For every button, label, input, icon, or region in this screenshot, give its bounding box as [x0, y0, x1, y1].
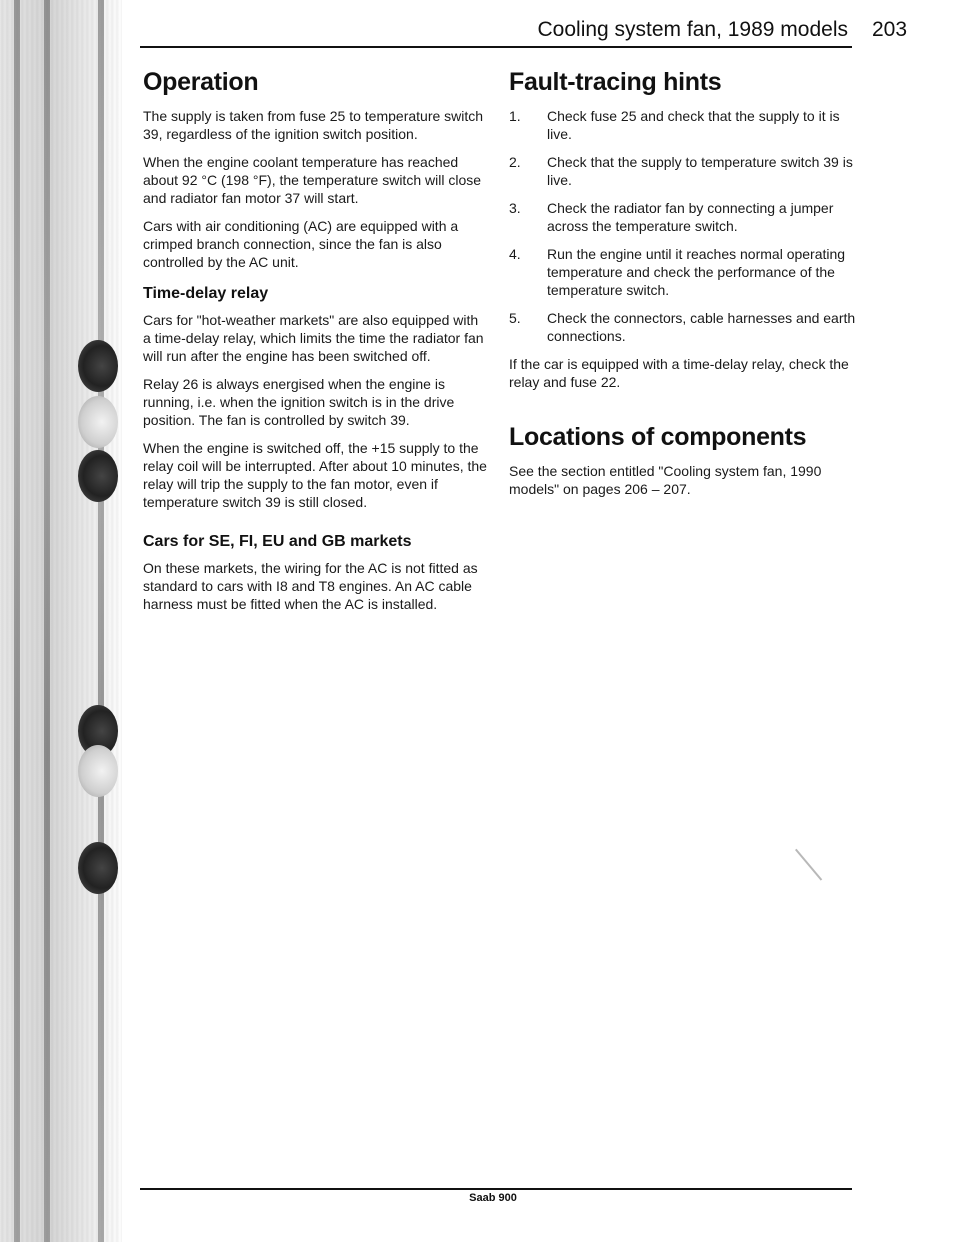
paragraph: When the engine is switched off, the +15 supply to the relay coil will be interrupted. After about 10 minutes, the relay will trip the supply to the fan motor, even if temperature switch 39 is still closed.: [143, 440, 487, 510]
fault-tracing-list: [509, 107, 859, 345]
list-item-text: Check fuse 25 and check that the supply to it is live.: [547, 108, 840, 142]
time-delay-relay-heading: Time-delay relay: [143, 285, 269, 302]
list-item: [509, 309, 859, 345]
operation-heading: Operation: [143, 68, 259, 96]
header-rule: [140, 46, 852, 48]
footer-rule: [140, 1188, 852, 1190]
binder-hole: [78, 450, 118, 502]
binder-hole: [78, 745, 118, 797]
paragraph: On these markets, the wiring for the AC is not fitted as standard to cars with I8 and T8 engines. An AC cable harness must be fitted when the AC is installed.: [143, 560, 478, 612]
list-item-number: 5.: [509, 310, 521, 326]
binding-stripe: [98, 0, 104, 1242]
paragraph: Cars for "hot-weather markets" are also equipped with a time-delay relay, which limits the time the radiator fan will run after the engine has been switched off.: [143, 312, 484, 364]
fault-tracing-heading: Fault-tracing hints: [509, 68, 722, 96]
markets-heading: Cars for SE, FI, EU and GB markets: [143, 533, 412, 550]
paragraph: Relay 26 is always energised when the engine is running, i.e. when the ignition switch is in the drive position. The fan is controlled by switch 39.: [143, 376, 455, 428]
paragraph: When the engine coolant temperature has reached about 92 °C (198 °F), the temperature switch will close and radiator fan motor 37 will start.: [143, 154, 482, 206]
fault-tracing-section: [509, 68, 859, 391]
running-header-title: Cooling system fan, 1989 models: [537, 18, 848, 41]
binder-hole: [78, 842, 118, 894]
list-item-number: 1.: [509, 108, 521, 124]
paragraph: The supply is taken from fuse 25 to temperature switch 39, regardless of the ignition switch position.: [143, 108, 484, 142]
binder-hole: [78, 396, 118, 448]
paragraph: Cars with air conditioning (AC) are equipped with a crimped branch connection, since the fan is also controlled by the AC unit.: [143, 218, 459, 270]
list-item-number: 2.: [509, 154, 521, 170]
list-item-text: Run the engine until it reaches normal operating temperature and check the performance of the temperature switch.: [547, 246, 846, 298]
markets-section: [143, 533, 488, 613]
list-item: [509, 153, 859, 189]
footer-text: Saab 900: [469, 1192, 517, 1204]
binding-stripe: [44, 0, 50, 1242]
operation-section: [143, 68, 488, 271]
binder-hole: [78, 340, 118, 392]
pencil-mark: [795, 849, 822, 881]
fault-tracing-note: If the car is equipped with a time-delay relay, check the relay and fuse 22.: [509, 356, 849, 390]
list-item-text: Check the connectors, cable harnesses and earth connections.: [547, 310, 856, 344]
list-item-text: Check that the supply to temperature switch 39 is live.: [547, 154, 853, 188]
page-number: 203: [872, 18, 908, 41]
binding-edge: [0, 0, 122, 1242]
locations-text: See the section entitled "Cooling system fan, 1990 models" on pages 206 – 207.: [509, 463, 822, 497]
locations-heading: Locations of components: [509, 423, 807, 451]
left-column: [143, 68, 488, 623]
list-item-text: Check the radiator fan by connecting a jumper across the temperature switch.: [547, 200, 834, 234]
list-item: [509, 245, 859, 299]
list-item-number: 3.: [509, 200, 521, 216]
list-item: [509, 199, 859, 235]
right-column: [509, 68, 859, 508]
binding-stripe: [14, 0, 20, 1242]
time-delay-relay-section: [143, 285, 488, 511]
locations-section: [509, 423, 859, 498]
list-item: [509, 107, 859, 143]
list-item-number: 4.: [509, 246, 521, 262]
